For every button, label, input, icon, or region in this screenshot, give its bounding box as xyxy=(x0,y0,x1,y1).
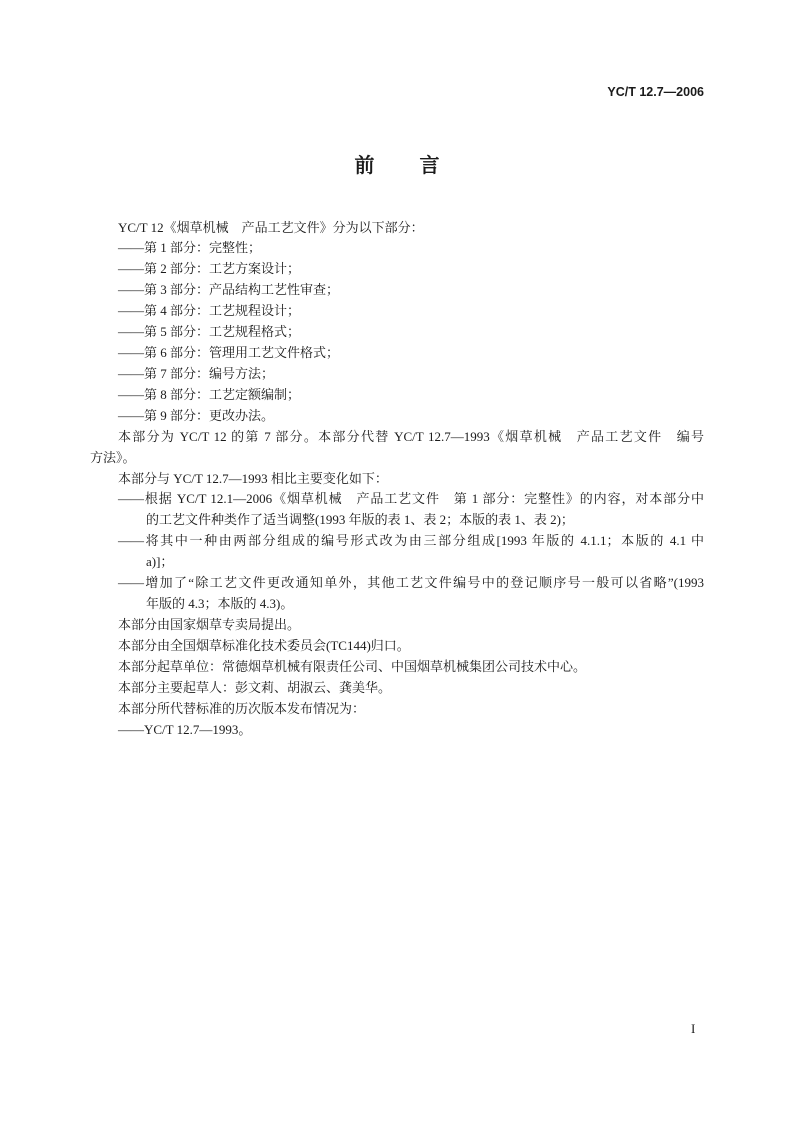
part-item: ——第 4 部分：工艺规程设计； xyxy=(118,303,301,319)
change-item xyxy=(90,573,704,615)
replacement-statement xyxy=(90,427,704,469)
part-item: ——第 2 部分：工艺方案设计； xyxy=(118,261,301,277)
part-item: ——第 9 部分：更改办法。 xyxy=(118,407,275,423)
history-list xyxy=(90,720,704,741)
part-item: ——第 7 部分：编号方法； xyxy=(118,365,275,381)
change-item xyxy=(90,489,704,531)
change-item-line: ——根据 YC/T 12.1—2006《烟草机械 产品工艺文件 第 1 部分：完整性》的内容，对本部分中 xyxy=(118,491,704,507)
part-item: ——第 5 部分：工艺规程格式； xyxy=(118,324,301,340)
change-item-line: ——将其中一种由两部分组成的编号形式改为由三部分组成[1993 年版的 4.1.1；本版的 4.1 中 xyxy=(118,533,704,549)
change-item-line: 的工艺文件种类作了适当调整(1993 年版的表 1、表 2；本版的表 1、表 2)； xyxy=(146,512,574,528)
change-item-line: 年版的 4.3；本版的 4.3)。 xyxy=(146,596,294,612)
parts-list xyxy=(90,238,704,426)
proposer-statement: 本部分由国家烟草专卖局提出。 xyxy=(118,617,301,633)
part-item: ——第 8 部分：工艺定额编制； xyxy=(118,386,301,402)
paragraph-line: 方法》。 xyxy=(90,449,136,465)
history-item: ——YC/T 12.7—1993。 xyxy=(118,721,252,737)
part-item: ——第 3 部分：产品结构工艺性审查； xyxy=(118,282,340,298)
changes-list xyxy=(90,489,704,615)
standard-code-header: YC/T 12.7—2006 xyxy=(607,85,704,99)
foreword-title: 前 言 xyxy=(354,153,440,177)
part-item: ——第 1 部分：完整性； xyxy=(118,240,262,256)
page-number: I xyxy=(691,1021,696,1036)
drafters-statement: 本部分主要起草人：彭文莉、胡淑云、龚美华。 xyxy=(118,679,392,695)
structure-intro: YC/T 12《烟草机械 产品工艺文件》分为以下部分： xyxy=(118,219,424,235)
change-item xyxy=(90,531,704,573)
administrator-statement: 本部分由全国烟草标准化技术委员会(TC144)归口。 xyxy=(118,637,410,653)
foreword-body xyxy=(90,218,704,741)
changes-intro: 本部分与 YC/T 12.7—1993 相比主要变化如下： xyxy=(118,470,388,486)
change-item-line: a)]； xyxy=(146,554,174,570)
history-intro: 本部分所代替标准的历次版本发布情况为： xyxy=(118,700,366,716)
part-item: ——第 6 部分：管理用工艺文件格式； xyxy=(118,345,340,361)
paragraph-line: 本部分为 YC/T 12 的第 7 部分。本部分代替 YC/T 12.7—1993《烟草机械 产品工艺文件 编号 xyxy=(118,428,704,444)
change-item-line: ——增加了“除工艺文件更改通知单外，其他工艺文件编号中的登记顺序号一般可以省略”(1993 xyxy=(118,575,704,591)
drafting-units-statement: 本部分起草单位：常德烟草机械有限责任公司、中国烟草机械集团公司技术中心。 xyxy=(118,658,587,674)
